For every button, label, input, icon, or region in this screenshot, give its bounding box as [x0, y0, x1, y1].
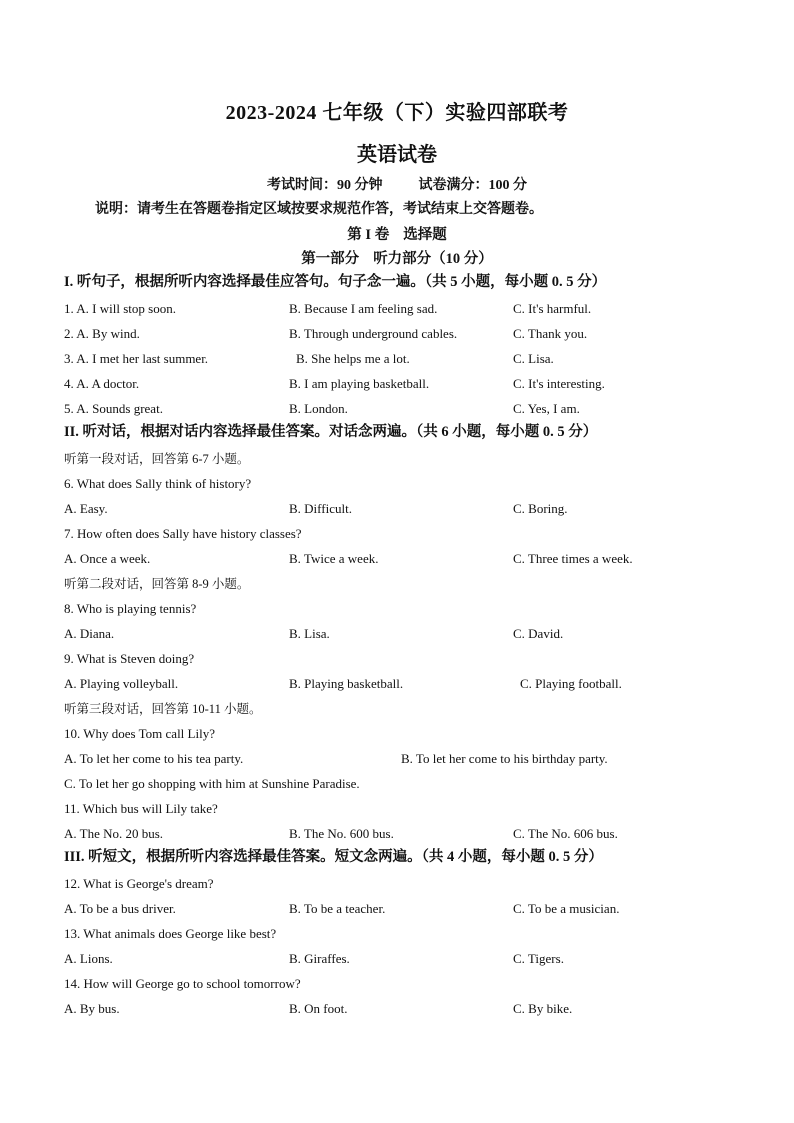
dialog-note: 听第一段对话，回答第 6-7 小题。 — [64, 452, 250, 466]
option-c: C. Playing football. — [520, 676, 622, 691]
option-b: B. Lisa. — [289, 626, 330, 641]
option-a: 1. A. I will stop soon. — [64, 301, 176, 316]
option-a: A. Lions. — [64, 951, 113, 966]
question-stem: 11. Which bus will Lily take? — [64, 801, 218, 816]
section-heading-3: III. 听短文，根据所听内容选择最佳答案。短文念两遍。（共 4 小题，每小题 0. 5 分） — [64, 849, 603, 865]
exam-meta — [0, 174, 794, 194]
option-a: A. To be a bus driver. — [64, 901, 176, 916]
option-a: 5. A. Sounds great. — [64, 401, 163, 416]
option-c: C. Thank you. — [513, 326, 588, 341]
option-b: B. Giraffes. — [289, 951, 350, 966]
option-b: B. To be a teacher. — [289, 901, 386, 916]
option-b: B. Difficult. — [289, 501, 352, 516]
option-b: B. The No. 600 bus. — [289, 826, 394, 841]
option-b: B. To let her come to his birthday party. — [401, 751, 608, 766]
page-title: 2023-2024 七年级（下）实验四部联考 — [225, 102, 569, 124]
option-a: A. Once a week. — [64, 551, 151, 566]
option-b: B. On foot. — [289, 1001, 348, 1016]
instruction-note: 说明：请考生在答题卷指定区域按要求规范作答，考试结束上交答题卷。 — [95, 202, 543, 217]
option-c: C. It's harmful. — [513, 301, 592, 316]
question-stem: 9. What is Steven doing? — [64, 651, 195, 666]
option-c: C. Tigers. — [513, 951, 564, 966]
option-b: B. Playing basketball. — [289, 676, 404, 691]
volume-type: 选择题 — [403, 227, 447, 243]
exam-time: 考试时间：90 分钟 — [267, 178, 383, 193]
option-c: C. David. — [513, 626, 564, 641]
question-stem: 10. Why does Tom call Lily? — [64, 726, 215, 741]
option-c: C. Lisa. — [513, 351, 554, 366]
option-c: C. The No. 606 bus. — [513, 826, 618, 841]
section-heading-2: II. 听对话，根据对话内容选择最佳答案。对话念两遍。（共 6 小题，每小题 0. 5 分） — [64, 424, 598, 440]
option-a: A. Diana. — [64, 626, 115, 641]
part-heading — [0, 247, 794, 268]
option-c: C. To be a musician. — [513, 901, 620, 916]
option-b: B. I am playing basketball. — [289, 376, 430, 391]
option-a: A. The No. 20 bus. — [64, 826, 164, 841]
option-c: C. Yes, I am. — [513, 401, 580, 416]
dialog-note: 听第三段对话，回答第 10-11 小题。 — [64, 702, 262, 716]
option-b: B. Twice a week. — [289, 551, 379, 566]
page-subtitle: 英语试卷 — [357, 144, 437, 166]
question-stem: 12. What is George's dream? — [64, 876, 214, 891]
option-b: B. She helps me a lot. — [296, 351, 410, 366]
section-heading-1: I. 听句子，根据所听内容选择最佳应答句。句子念一遍。（共 5 小题，每小题 0. 5 分） — [64, 274, 607, 290]
question-stem: 13. What animals does George like best? — [64, 926, 277, 941]
volume-name: 第 I 卷 — [347, 227, 390, 243]
option-c: C. To let her go shopping with him at Sunshine Paradise. — [64, 776, 360, 791]
option-b: B. London. — [289, 401, 348, 416]
option-a: 4. A. A doctor. — [64, 376, 140, 391]
question-stem: 6. What does Sally think of history? — [64, 476, 252, 491]
option-a: A. Easy. — [64, 501, 108, 516]
option-a: A. Playing volleyball. — [64, 676, 179, 691]
option-a: A. By bus. — [64, 1001, 120, 1016]
option-a: 2. A. By wind. — [64, 326, 140, 341]
option-c: C. By bike. — [513, 1001, 573, 1016]
option-c: C. Three times a week. — [513, 551, 633, 566]
dialog-note: 听第二段对话，回答第 8-9 小题。 — [64, 577, 250, 591]
option-b: B. Because I am feeling sad. — [289, 301, 438, 316]
part-name: 第一部分 — [301, 251, 360, 267]
part-title: 听力部分（10 分） — [373, 251, 493, 267]
option-a: A. To let her come to his tea party. — [64, 751, 244, 766]
volume-heading — [0, 223, 794, 244]
option-c: C. Boring. — [513, 501, 568, 516]
option-a: 3. A. I met her last summer. — [64, 351, 209, 366]
full-score: 试卷满分：100 分 — [418, 178, 527, 193]
question-stem: 8. Who is playing tennis? — [64, 601, 197, 616]
option-c: C. It's interesting. — [513, 376, 605, 391]
option-b: B. Through underground cables. — [289, 326, 458, 341]
question-stem: 7. How often does Sally have history classes? — [64, 526, 302, 541]
question-stem: 14. How will George go to school tomorrow? — [64, 976, 301, 991]
